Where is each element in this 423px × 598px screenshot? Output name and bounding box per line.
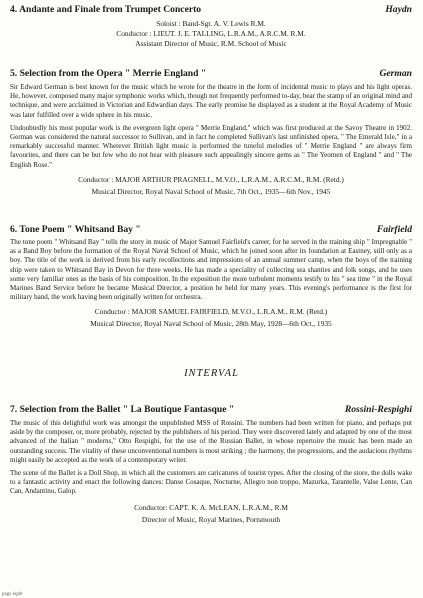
item-4-conductor: Conductor : LIEUT. J. E. TALLING, L.R.A.M., A.R.C.M. R.M. (116, 29, 306, 38)
item-7-paragraph-1: The music of this delightful work was amongst the unpublished MSS of Rossini. The numbers had been written for piano, and perhaps put aside by the composer, or, more probably, rejected by the publishers of his period. They were discovered lately and adapted by one of the most advanced of the Italian " moderns," Otto Respighi, for the use of the Russian Ballet, in whose repertoire the music has been made an outstanding success. The vitality of these unconventional numbers is most striking ; the harmony, the progressions, and the audacious rhythms might easily be accepted as the work of a contemporary writer. (10, 419, 412, 464)
item-7-conductor-role: Director of Music, Royal Marines, Portsmouth (141, 514, 281, 524)
item-7-header (10, 404, 412, 416)
item-6-paragraph-1: The tone poem " Whitsand Bay " tells the story in music of Major Samuel Fairfield's career, for he served in the training ship " Impregnable " as a Band Boy before the formation of the Royal Naval School of Music, which he joined soon after its foundation at Eastney, still only as a boy. The title of the work is derived from his early recollections and impressions of an annual summer camp, when the boys of the training ship were taken to Whitsand Bay in Devon for three weeks. He has made a speciality of collecting sea shanties and folk songs, and he uses some very familiar ones as the basis of his composition. In the exposition the more turbulent moments testify to his " sea time " in the Royal Marines Band Service before he became Musical Director, a position he held for many years. This evening's performance is the first for military band, the work having been originally written for orchestra. (10, 238, 412, 302)
interval-heading: INTERVAL (184, 368, 239, 379)
item-4-title: 4. Andante and Finale from Trumpet Concerto (10, 4, 202, 15)
item-7 (10, 404, 412, 525)
item-7-composer: Rossini-Respighi (344, 404, 412, 415)
item-4-header (10, 4, 412, 16)
item-6-conductor: Conductor : MAJOR SAMUEL FAIRFIELD, M.V.O., L.R.A.M., R.M. (Retd.) (94, 307, 328, 317)
page-footer: page eight (2, 592, 23, 597)
item-4-soloist: Soloist : Band-Sgt. A. V. Lewis R.M. (156, 19, 266, 28)
item-6-title: 6. Tone Poem " Whitsand Bay " (10, 224, 141, 235)
item-4 (10, 4, 412, 49)
item-5-title: 5. Selection from the Opera " Merrie England " (10, 68, 207, 79)
item-6 (10, 224, 412, 329)
item-5 (10, 68, 412, 197)
item-5-header (10, 68, 412, 80)
item-7-title: 7. Selection from the Ballet " La Boutique Fantasque " (10, 404, 235, 415)
item-5-conductor-role: Musical Director, Royal Naval School of Music, 7th Oct., 1935—6th Nov., 1945 (91, 186, 331, 196)
item-7-conductor: Conductor: CAPT. K. A. McLEAN, L.R.A.M., R.M (134, 502, 288, 512)
item-4-composer: Haydn (385, 4, 412, 15)
item-5-paragraph-2: Undoubtedly his most popular work is the evergreen light opera " Merrie England," which was first produced at the Savoy Theatre in 1902. German was considered the natural successor to Sullivan, and in fact he completed Sullivan's last unfinished opera, " The Emerald Isle," in a remarkably successful manner. Wherever British light music is performed the tuneful melodies of " Merrie England " are always firm favourites, and there can be but few who do not hear with pleasure such appealingly sincere gems as " The Yeomen of England " and " The English Rose." (10, 123, 412, 169)
item-6-composer: Fairfield (376, 224, 412, 235)
item-5-conductor: Conductor : MAJOR ARTHUR PRAGNELL, M.V.O., L.R.A.M., A.R.C.M., R.M. (Retd.) (78, 174, 344, 184)
item-7-paragraph-2: The scene of the Ballet is a Doll Shop, in which all the customers are caricatures of tourist types. After the closing of the store, the dolls wake to a fantastic activity and enact the following dances: Danse Cosaque, Nocturne, Allegro non troppo, Mazurka, Tarantelle, Valse Lente, Can Can, Andantino, Galop. (10, 469, 412, 496)
item-6-conductor-role: Musical Director, Royal Naval School of Music, 28th May, 1928—6th Oct., 1935 (90, 319, 332, 329)
item-4-conductor-role: Assistant Director of Music, R.M. School of Music (135, 39, 287, 48)
item-5-paragraph-1: Sir Edward German is best known for the music which he wrote for the theatre in the form of incidental music to plays and his light operas. He, however, composed many major symphonic works which, though not frequently performed to-day, bear the stamp of an original mind and technique, and were acclaimed in Victorian and Edwardian days. The early promise he displayed as a student at the Royal Academy of Music was later fulfilled over a wide sphere in his music. (10, 83, 412, 119)
item-6-header (10, 224, 412, 236)
item-5-composer: German (379, 68, 412, 79)
